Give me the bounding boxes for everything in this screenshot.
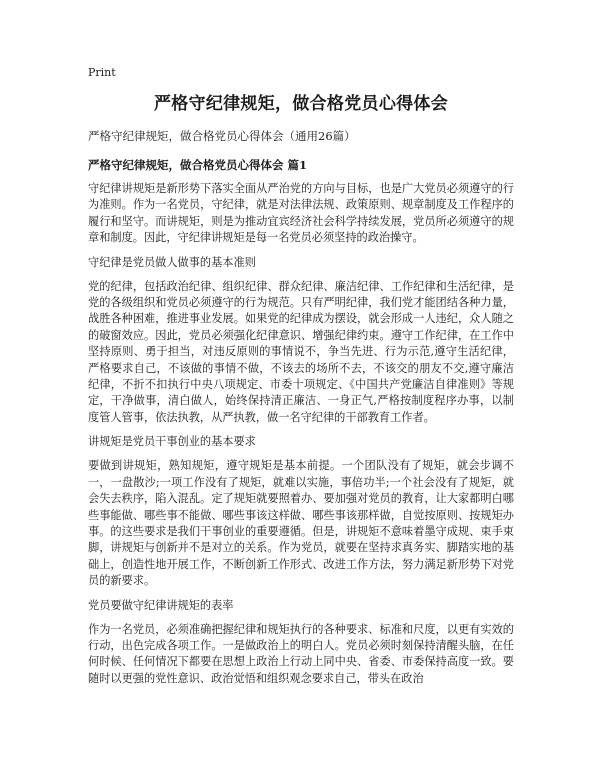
paragraph-model: 作为一名党员，必须准确把握纪律和规矩执行的各种要求、标准和尺度，以更有实效的行动，出色完成各项工作。一是做政治上的明白人。党员必须时刻保持清醒头脑，在任何时候、任何情况下都要在思想上政治上行动上同中央、省委、市委保持高度一致。要随时以更强的党性意识、政治觉悟和组织观念要求自己，带头在政治 [88,622,514,685]
section-heading: 严格守纪律规矩，做合格党员心得体会 篇1 [88,158,308,172]
paragraph-heading-rules: 讲规矩是党员干事创业的基本要求 [88,435,256,449]
document-subtitle: 严格守纪律规矩，做合格党员心得体会（通用26篇） [88,129,356,143]
paragraph-heading-discipline: 守纪律是党员做人做事的基本准则 [88,255,256,269]
paragraph-intro: 守纪律讲规矩是新形势下落实全面从严治党的方向与目标，也是广大党员必须遵守的行为准则。作为一名党员，守纪律，就是对法律法规、政策原则、规章制度及工作程序的履行和坚守。而讲规矩，则是为推动宜宾经济社会科学持续发展，党员所必须遵守的规章和制度。因此，守纪律讲规矩是每一名党员必须坚持的政治操守。 [88,182,514,245]
paragraph-rules: 要做到讲规矩，熟知规矩，遵守规矩是基本前提。一个团队没有了规矩，就会步调不一，一盘散沙;一项工作没有了规矩，就难以实施，事倍功半;一个社会没有了规矩，就会失去秩序，陷入混乱。定了规矩就要照着办、要加强对党员的教育，让大家都明白哪些事能做、哪些事不能做、哪些事该这样做、哪些事该那样做，自觉按原则、按规矩办事。的这些要求是我们干事创业的重要遵循。但是，讲规矩不意味着墨守成规、束手束脚，讲规矩与创新并不是对立的关系。作为党员，就要在坚持求真务实、脚踏实地的基础上，创造性地开展工作，不断创新工作形式、改进工作方法，努力满足新形势下对党员的新要求。 [88,459,514,588]
print-link[interactable]: Print [88,66,116,79]
paragraph-discipline: 党的纪律，包括政治纪律、组织纪律、群众纪律、廉洁纪律、工作纪律和生活纪律，是党的各级组织和党员必须遵守的行为规范。只有严明纪律，我们党才能团结各种力量，战胜各种困难，推进事业发展。如果党的纪律成为摆设，就会形成一人违纪，众人随之的破窗效应。因此，党员必须强化纪律意识、增强纪律约束。遵守工作纪律，在工作中坚持原则、勇于担当，对违反原则的事情说不，争当先进、行为示范,遵守生活纪律，严格要求自己，不该做的事情不做，不该去的场所不去，不该交的朋友不交,遵守廉洁纪律，不折不扣执行中央八项规定、市委十项规定、《中国共产党廉洁自律准则》等规定，干净做事，清白做人，始终保持清正廉洁、一身正气,严格按制度程序办事，以制度管人管事，依法执教，从严执教，做一名守纪律的干部教育工作者。 [88,279,514,424]
document-page [88,66,514,695]
paragraph-heading-model: 党员要做守纪律讲规矩的表率 [88,598,234,612]
document-title: 严格守纪律规矩，做合格党员心得体会 [153,94,449,114]
